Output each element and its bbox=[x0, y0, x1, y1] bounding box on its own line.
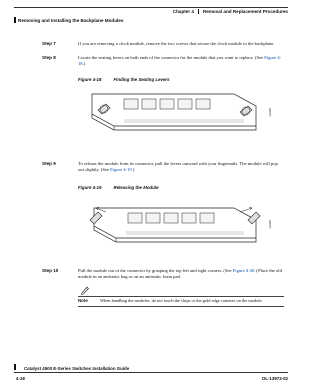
step-label: Step 7 bbox=[42, 41, 56, 46]
figure-link[interactable]: Figure 4-18 bbox=[78, 55, 282, 67]
step-text-part: Locate the seating levers on both ends of the connector for the module that you want to replace. (See bbox=[78, 55, 265, 60]
step-text bbox=[78, 55, 284, 68]
pencil-icon bbox=[80, 285, 90, 295]
note-rule bbox=[78, 306, 284, 307]
section-title: Removing and Installing the Backplane Modules bbox=[18, 18, 124, 23]
chapter-number: Chapter 4 bbox=[172, 9, 194, 14]
seating-levers-illustration bbox=[84, 86, 264, 136]
step-text-part: To release the module from its connector, pull the levers outward with your fingernails. The module will pop out slightly. (See bbox=[78, 161, 278, 173]
page-number: 4-18 bbox=[16, 376, 25, 381]
figure-number: Figure 4-18 bbox=[78, 77, 102, 82]
figure-id: 12346 bbox=[268, 220, 272, 229]
step-text bbox=[78, 268, 284, 281]
step-label: Step 8 bbox=[42, 55, 56, 60]
document-number: OL-13972-02 bbox=[261, 376, 288, 381]
figure-number: Figure 4-19 bbox=[78, 185, 102, 190]
figure-caption bbox=[78, 185, 159, 190]
chapter-heading bbox=[173, 9, 288, 14]
step-text-part: .) bbox=[82, 61, 86, 67]
figure-link[interactable]: Figure 4-19 bbox=[110, 167, 132, 173]
step-label: Step 9 bbox=[42, 161, 56, 166]
note-label: Note bbox=[78, 298, 88, 303]
step-label: Step 10 bbox=[42, 268, 59, 273]
note-text: When handling the modules, do not touch the chips or the gold edge contacts on the module. bbox=[100, 298, 263, 303]
step-text-part: .) bbox=[131, 167, 135, 173]
figure-title: Releasing the Module bbox=[113, 185, 159, 190]
figure-caption bbox=[78, 77, 170, 82]
chapter-title: Removal and Replacement Procedures bbox=[202, 9, 288, 14]
header-rule bbox=[14, 7, 288, 8]
step-text-part: Pull the module out of the connector by grasping the top left and right corners. (See bbox=[78, 268, 233, 273]
section-marker bbox=[14, 17, 16, 23]
step-text-part: .) Place the old module in an antistatic bag or on an antistatic foam pad. bbox=[78, 268, 282, 280]
step-text: If you are removing a clock module, remove the two screws that secure the clock module to the backplane. bbox=[78, 41, 275, 46]
note-rule bbox=[78, 296, 284, 297]
figure-link[interactable]: Figure 4-20 bbox=[232, 268, 255, 273]
footer-marker bbox=[14, 364, 16, 370]
step-text bbox=[78, 161, 284, 174]
header-separator bbox=[198, 9, 199, 14]
guide-title: Catalyst 4500 E-Series Switches Installation Guide bbox=[24, 366, 130, 371]
releasing-module-illustration bbox=[84, 198, 264, 248]
footer-rule bbox=[14, 372, 288, 373]
figure-id: 12345 bbox=[268, 108, 272, 117]
figure-title: Finding the Seating Levers bbox=[113, 77, 170, 82]
